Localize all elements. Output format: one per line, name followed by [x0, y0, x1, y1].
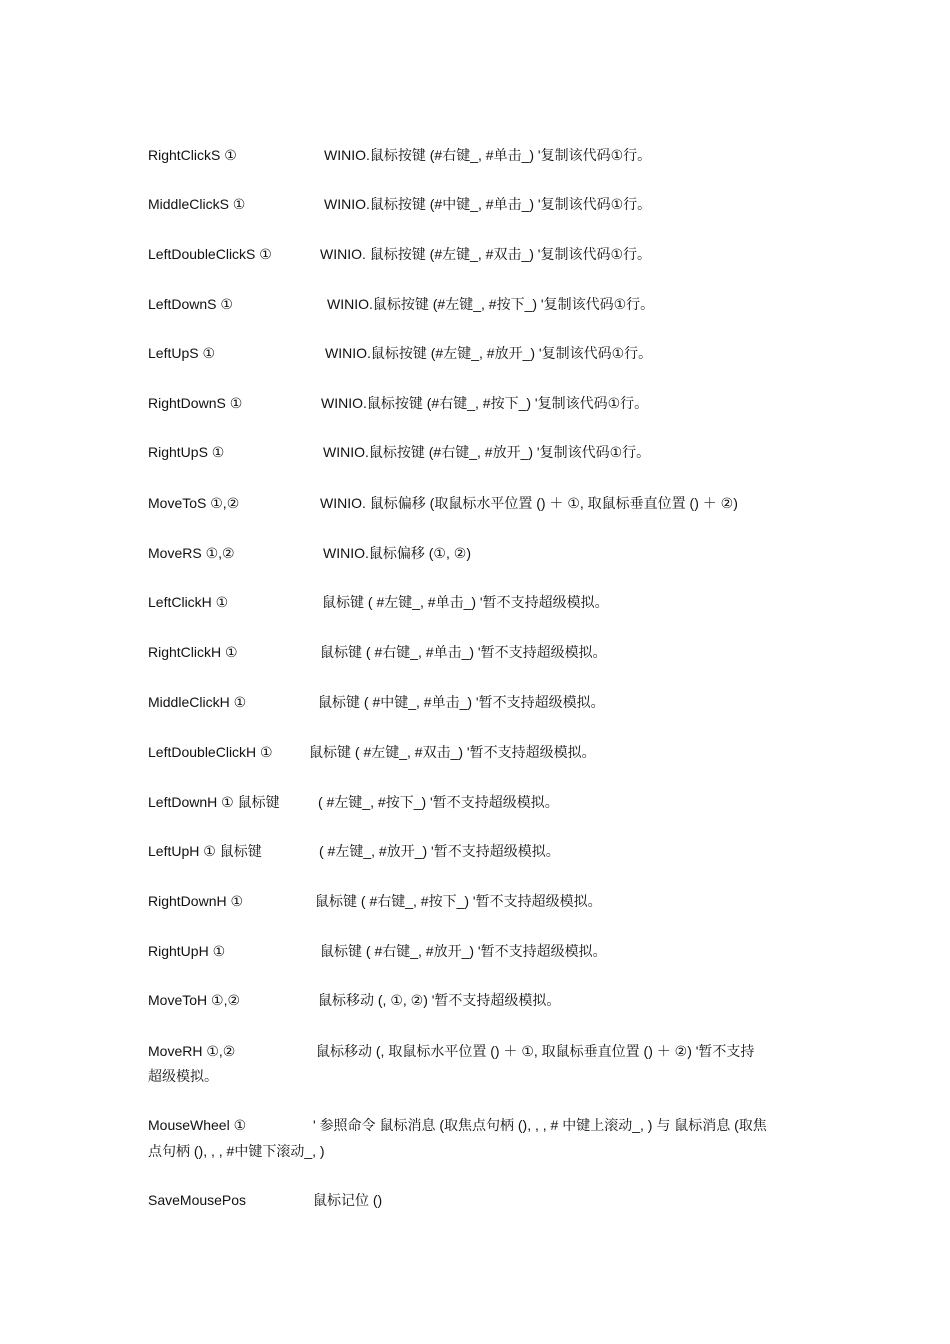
command-name: SaveMousePos	[148, 1192, 247, 1208]
command-name: MoveRS ①,②	[148, 545, 235, 561]
command-name: LeftClickH ①	[148, 594, 229, 610]
command-code: 鼠标键 ( #中键_, #单击_) '暂不支持超级模拟。	[318, 694, 605, 710]
command-name: LeftDoubleClickH ①	[148, 744, 273, 760]
command-code: WINIO.鼠标按键 (#左键_, #按下_) '复制该代码①行。	[327, 296, 655, 312]
command-name: MoveToS ①,②	[148, 495, 240, 511]
command-name: RightClickH ①	[148, 644, 238, 660]
command-name: LeftDownS ①	[148, 296, 233, 312]
command-name: MoveToH ①,②	[148, 992, 241, 1008]
command-code: 鼠标键 ( #右键_, #单击_) '暂不支持超级模拟。	[320, 644, 607, 660]
command-code: WINIO. 鼠标按键 (#左键_, #双击_) '复制该代码①行。	[320, 246, 652, 262]
command-name: LeftUpH ① 鼠标键	[148, 843, 262, 859]
command-code: 鼠标键 ( #左键_, #双击_) '暂不支持超级模拟。	[309, 744, 596, 760]
command-code: 鼠标键 ( #左键_, #单击_) '暂不支持超级模拟。	[322, 594, 609, 610]
command-name: RightClickS ①	[148, 147, 237, 163]
command-code: WINIO.鼠标按键 (#右键_, #放开_) '复制该代码①行。	[323, 444, 651, 460]
command-code: 鼠标记位 ()	[313, 1192, 383, 1208]
command-code: ' 参照命令 鼠标消息 (取焦点句柄 (), , , # 中键上滚动_, ) 与 鼠标消息 (取焦	[313, 1117, 767, 1133]
command-code: WINIO.鼠标按键 (#右键_, #单击_) '复制该代码①行。	[324, 147, 652, 163]
command-name: RightDownH ①	[148, 893, 244, 909]
command-name: LeftDownH ① 鼠标键	[148, 794, 280, 810]
command-code: WINIO.鼠标按键 (#左键_, #放开_) '复制该代码①行。	[325, 345, 653, 361]
command-name: LeftUpS ①	[148, 345, 216, 361]
command-code-continuation: 点句柄 (), , , #中键下滚动_, )	[148, 1143, 325, 1159]
command-code: WINIO.鼠标按键 (#中键_, #单击_) '复制该代码①行。	[324, 196, 652, 212]
command-name: LeftDoubleClickS ①	[148, 246, 272, 262]
command-code: 鼠标键 ( #右键_, #按下_) '暂不支持超级模拟。	[315, 893, 602, 909]
command-name: MoveRH ①,②	[148, 1043, 236, 1059]
command-code: 鼠标移动 (, 取鼠标水平位置 () ＋ ①, 取鼠标垂直位置 () ＋ ②) '暂不支持	[316, 1043, 755, 1059]
command-name: RightDownS ①	[148, 395, 243, 411]
command-code: 鼠标移动 (, ①, ②) '暂不支持超级模拟。	[318, 992, 561, 1008]
command-code: 鼠标键 ( #右键_, #放开_) '暂不支持超级模拟。	[320, 943, 607, 959]
command-code: ( #左键_, #按下_) '暂不支持超级模拟。	[318, 794, 559, 810]
command-name: RightUpS ①	[148, 444, 225, 460]
command-name: MiddleClickS ①	[148, 196, 246, 212]
command-code-continuation: 超级模拟。	[148, 1068, 218, 1084]
command-code: WINIO.鼠标偏移 (①, ②)	[323, 545, 471, 561]
command-name: MiddleClickH ①	[148, 694, 247, 710]
command-name: MouseWheel ①	[148, 1117, 247, 1133]
command-name: RightUpH ①	[148, 943, 226, 959]
command-code: WINIO.鼠标按键 (#右键_, #按下_) '复制该代码①行。	[321, 395, 649, 411]
command-code: WINIO. 鼠标偏移 (取鼠标水平位置 () ＋ ①, 取鼠标垂直位置 () ＋ ②)	[320, 495, 738, 511]
command-code: ( #左键_, #放开_) '暂不支持超级模拟。	[319, 843, 560, 859]
